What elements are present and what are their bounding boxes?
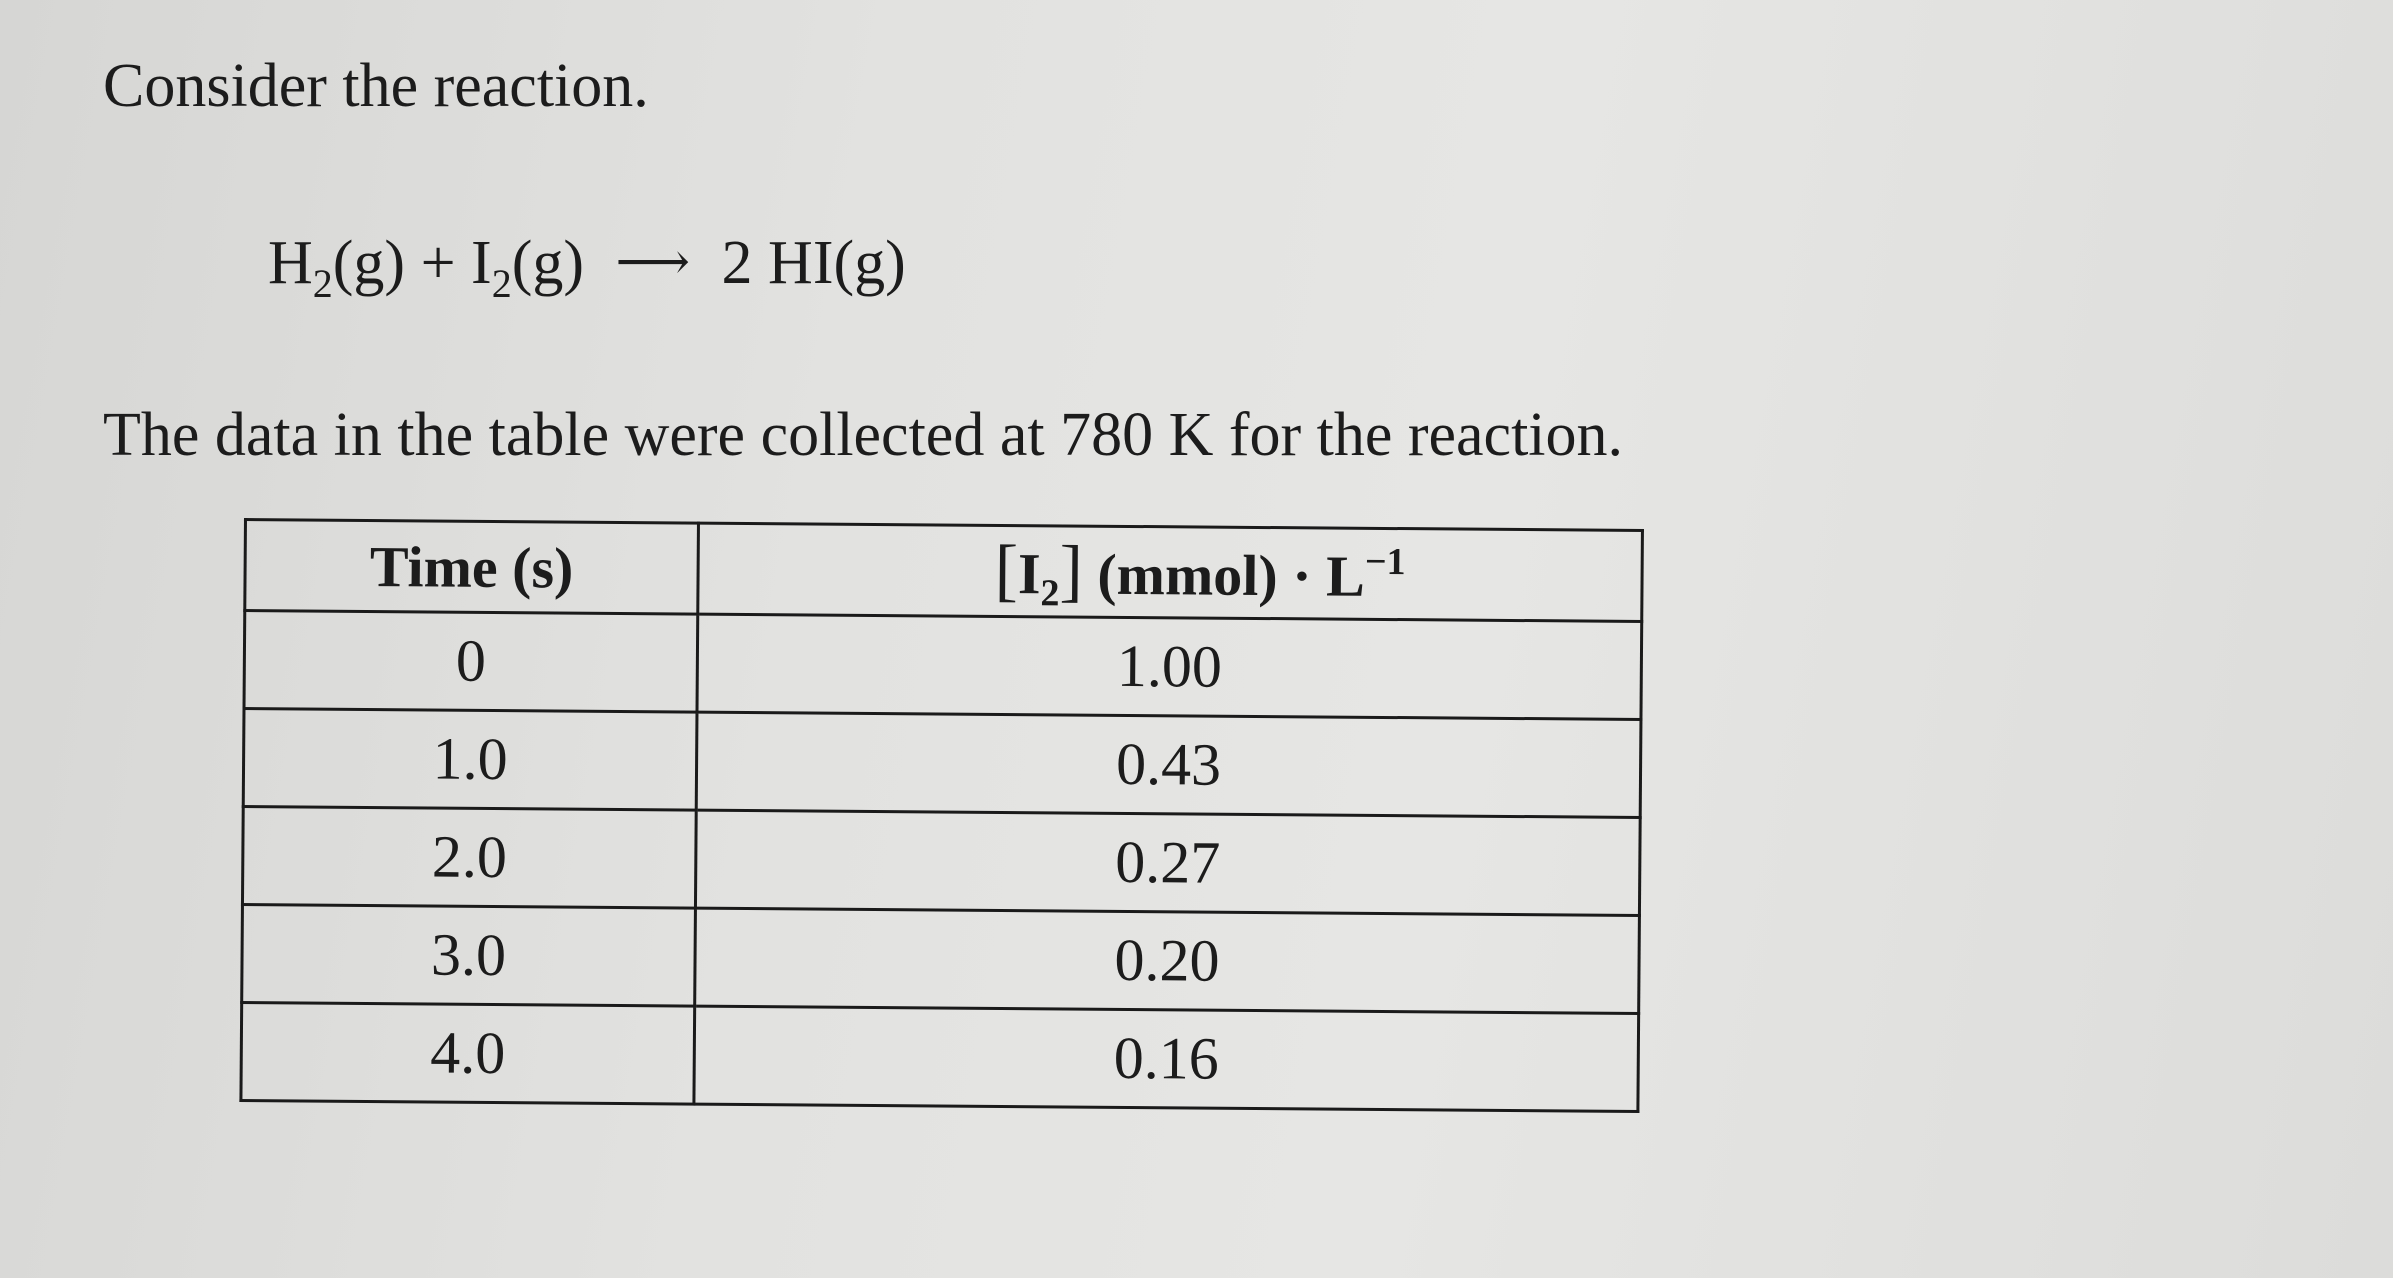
- intro-text: Consider the reaction.: [103, 52, 649, 120]
- reactant-h2: $H_2(g)$: [268, 229, 406, 306]
- product-hi: 2 HI(g): [721, 229, 906, 297]
- reaction-arrow: ⟶: [615, 232, 691, 292]
- concentration-cell: 0.20: [695, 908, 1640, 1013]
- reactant-i2: $I_2(g)$: [471, 229, 584, 306]
- table-header-row: [245, 520, 1643, 622]
- table-row: [242, 807, 1640, 916]
- reaction-equation: [268, 229, 906, 306]
- concentration-cell: 0.27: [695, 810, 1640, 915]
- time-cell: 1.0: [243, 709, 697, 811]
- table-row: [244, 611, 1642, 720]
- concentration-cell: 0.16: [694, 1006, 1639, 1111]
- table-row: [241, 1002, 1639, 1111]
- table-row: [242, 904, 1640, 1013]
- time-cell: 4.0: [241, 1002, 695, 1104]
- concentration-cell: 1.00: [697, 614, 1642, 719]
- kinetics-data-table: [239, 518, 1644, 1113]
- plus-sign: +: [420, 229, 456, 297]
- table-row: [243, 709, 1641, 818]
- description-text: The data in the table were collected at 780 K for the reaction.: [103, 401, 1624, 469]
- concentration-cell: 0.43: [696, 712, 1641, 817]
- time-cell: 2.0: [242, 807, 696, 909]
- time-cell: 3.0: [242, 904, 696, 1006]
- time-cell: 0: [244, 611, 698, 713]
- concentration-column-header: $[I_2]$ (mmol) · $L^{-1}$: [698, 523, 1643, 621]
- time-column-header: Time (s): [245, 520, 699, 615]
